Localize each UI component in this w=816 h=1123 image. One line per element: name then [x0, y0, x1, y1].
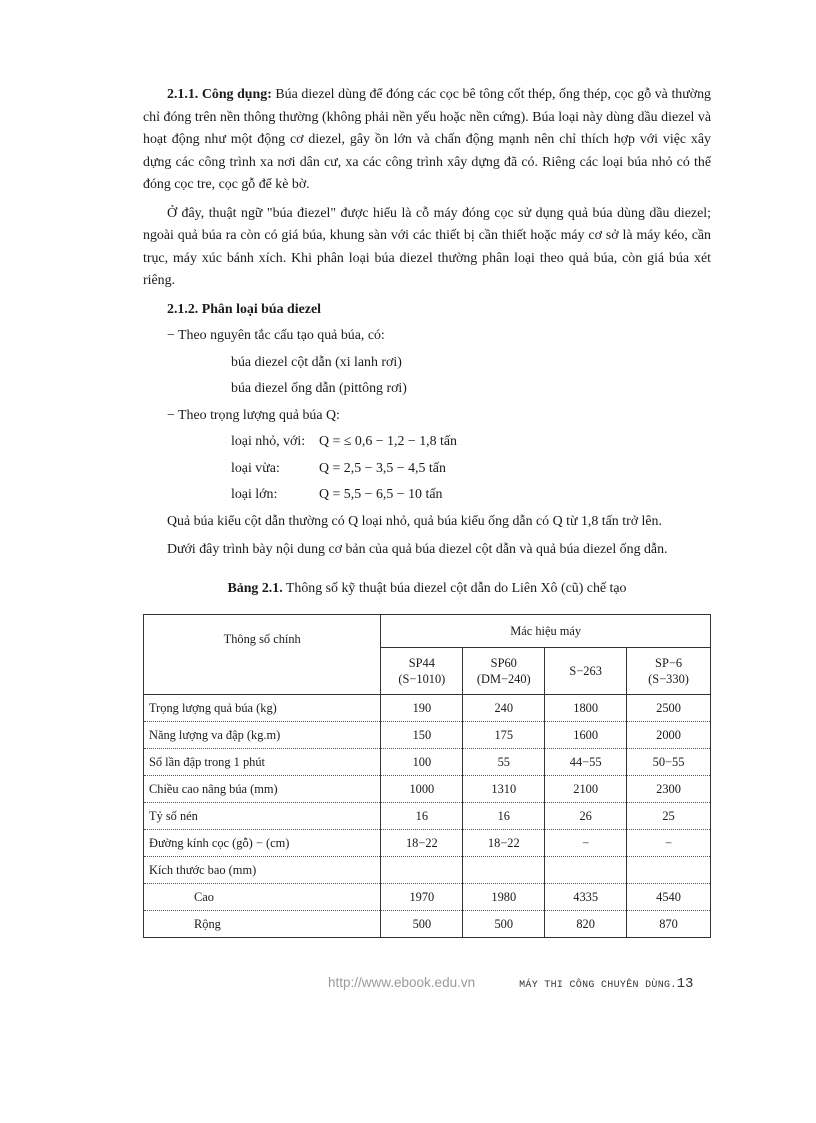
row-value: 870: [627, 911, 711, 938]
row-label: Trọng lượng quả búa (kg): [144, 695, 381, 722]
paragraph-intro: Dưới đây trình bày nội dung cơ bản của quả búa diezel cột dẫn và quả búa diezel ống dẫn.: [167, 542, 668, 557]
weight-class-small: [231, 431, 711, 454]
weight-class-value: Q = ≤ 0,6 − 1,2 − 1,8 tấn: [319, 434, 457, 449]
weight-class-value: Q = 2,5 − 3,5 − 4,5 tấn: [319, 460, 446, 476]
section-heading-usage: 2.1.1. Công dụng:: [167, 87, 272, 102]
table-row: [144, 722, 711, 749]
weight-class-label: loại nhỏ, với:: [231, 434, 306, 449]
paragraph-usage: [143, 84, 711, 197]
row-value: 1970: [381, 884, 463, 911]
footer-book-title: MÁY THI CÔNG CHUYÊN DÙNG.: [519, 980, 677, 991]
row-value: [381, 857, 463, 884]
row-value: 2000: [627, 722, 711, 749]
row-label: Tỷ số nén: [144, 803, 381, 830]
weight-class-label: loại lớn:: [231, 487, 278, 502]
row-value: 2500: [627, 695, 711, 722]
row-value: 1000: [381, 776, 463, 803]
table-caption-number: Bảng 2.1.: [227, 580, 283, 596]
table-row: [144, 776, 711, 803]
model-code: SP−6: [655, 656, 683, 670]
row-value: 1310: [463, 776, 545, 803]
row-label: Đường kính cọc (gỗ) − (cm): [144, 830, 381, 857]
row-value: 2100: [545, 776, 627, 803]
model-code: SP44: [408, 656, 435, 670]
weight-class-large: [231, 484, 711, 507]
row-value: 4540: [627, 884, 711, 911]
row-value: 16: [381, 803, 463, 830]
weight-class-value: Q = 5,5 − 6,5 − 10 tấn: [319, 487, 443, 502]
table-row: [144, 884, 711, 911]
row-label: Năng lượng va đập (kg.m): [144, 722, 381, 749]
model-cell: [545, 648, 627, 695]
row-value: [545, 857, 627, 884]
table-caption-text: Thông số kỹ thuật búa diezel cột dẫn do Liên Xô (cũ) chế tạo: [282, 580, 627, 596]
row-value: −: [627, 830, 711, 857]
row-value: 150: [381, 722, 463, 749]
row-label: Kích thước bao (mm): [144, 857, 381, 884]
footer-url[interactable]: http://www.ebook.edu.vn: [328, 975, 476, 990]
row-value: −: [545, 830, 627, 857]
table-row: [144, 749, 711, 776]
table-row: [144, 911, 711, 938]
page-footer: [328, 975, 718, 992]
row-value: 25: [627, 803, 711, 830]
weight-class-medium: [231, 458, 711, 481]
model-cell: [381, 648, 463, 695]
model-code: S−263: [569, 664, 602, 678]
row-value: 18−22: [381, 830, 463, 857]
row-value: 500: [463, 911, 545, 938]
table-row: [144, 695, 711, 722]
table-row: [144, 803, 711, 830]
row-value: 50−55: [627, 749, 711, 776]
row-value: 240: [463, 695, 545, 722]
row-value: [627, 857, 711, 884]
classification-by-structure: − Theo nguyên tắc cấu tạo quả búa, có:: [167, 328, 385, 343]
row-label: Số lần đập trong 1 phút: [144, 749, 381, 776]
model-cell: [627, 648, 711, 695]
row-value: 100: [381, 749, 463, 776]
table-row: [144, 857, 711, 884]
paragraph-q-types: Quả búa kiểu cột dẫn thường có Q loại nhỏ, quả búa kiểu ống dẫn có Q từ 1,8 tấn trở lên.: [167, 513, 662, 529]
row-value: 26: [545, 803, 627, 830]
row-value: 175: [463, 722, 545, 749]
table-caption: [143, 578, 711, 601]
page-content: [143, 84, 711, 938]
model-code: SP60: [490, 656, 517, 670]
weight-class-label: loại vừa:: [231, 460, 280, 476]
page-number: 13: [676, 976, 694, 992]
row-value: 500: [381, 911, 463, 938]
param-header: Thông số chính: [144, 615, 381, 695]
model-cell: [463, 648, 545, 695]
model-header: Mác hiệu máy: [381, 615, 711, 648]
paragraph-terminology: Ở đây, thuật ngữ "búa điezel" được hiểu là cỗ máy đóng cọc sử dụng quả búa dùng dầu diezel; ngoài quả búa ra còn có giá búa, khung sàn với các thiết bị cần thiết hoặc máy cơ sở là máy kéo, cần trục, máy xúc bánh xích. Khi phân loại búa diezel thường phân loại theo quả búa, còn giá búa xét riêng.: [143, 205, 711, 288]
row-value: [463, 857, 545, 884]
row-label: Cao: [144, 884, 381, 911]
row-value: 820: [545, 911, 627, 938]
section-heading-classification: 2.1.2. Phân loại búa diezel: [167, 301, 321, 317]
row-value: 1600: [545, 722, 627, 749]
row-value: 2300: [627, 776, 711, 803]
model-alt-code: (S−330): [648, 672, 689, 686]
structure-item: búa diezel ống dẫn (pittông rơi): [231, 381, 407, 396]
usage-text: Búa diezel dùng để đóng các cọc bê tông cốt thép, ống thép, cọc gỗ và thường chỉ đóng trên nền thông thường (không phải nền yếu hoặc nền cứng). Búa loại này dùng dầu diezel và hoạt động như một động cơ diezel, gây ồn lớn và chấn động mạnh nên chỉ thích hợp với việc xây dựng các công trình xa nơi dân cư, xa các công trình xây dựng đã có. Riêng các loại búa nhỏ có thể đóng cọc tre, cọc gỗ để kè bờ.: [143, 87, 712, 192]
table-header-row: [144, 615, 711, 648]
row-label: Chiều cao nâng búa (mm): [144, 776, 381, 803]
row-value: 190: [381, 695, 463, 722]
row-value: 4335: [545, 884, 627, 911]
row-value: 44−55: [545, 749, 627, 776]
row-value: 55: [463, 749, 545, 776]
row-value: 1980: [463, 884, 545, 911]
row-value: 1800: [545, 695, 627, 722]
table-row: [144, 830, 711, 857]
row-value: 18−22: [463, 830, 545, 857]
row-label: Rộng: [144, 911, 381, 938]
structure-item: búa diezel cột dẫn (xi lanh rơi): [231, 354, 402, 370]
model-alt-code: (S−1010): [398, 672, 446, 686]
classification-by-weight: − Theo trọng lượng quả búa Q:: [167, 407, 340, 423]
model-alt-code: (DM−240): [476, 672, 531, 686]
row-value: 16: [463, 803, 545, 830]
spec-table: [143, 614, 711, 938]
